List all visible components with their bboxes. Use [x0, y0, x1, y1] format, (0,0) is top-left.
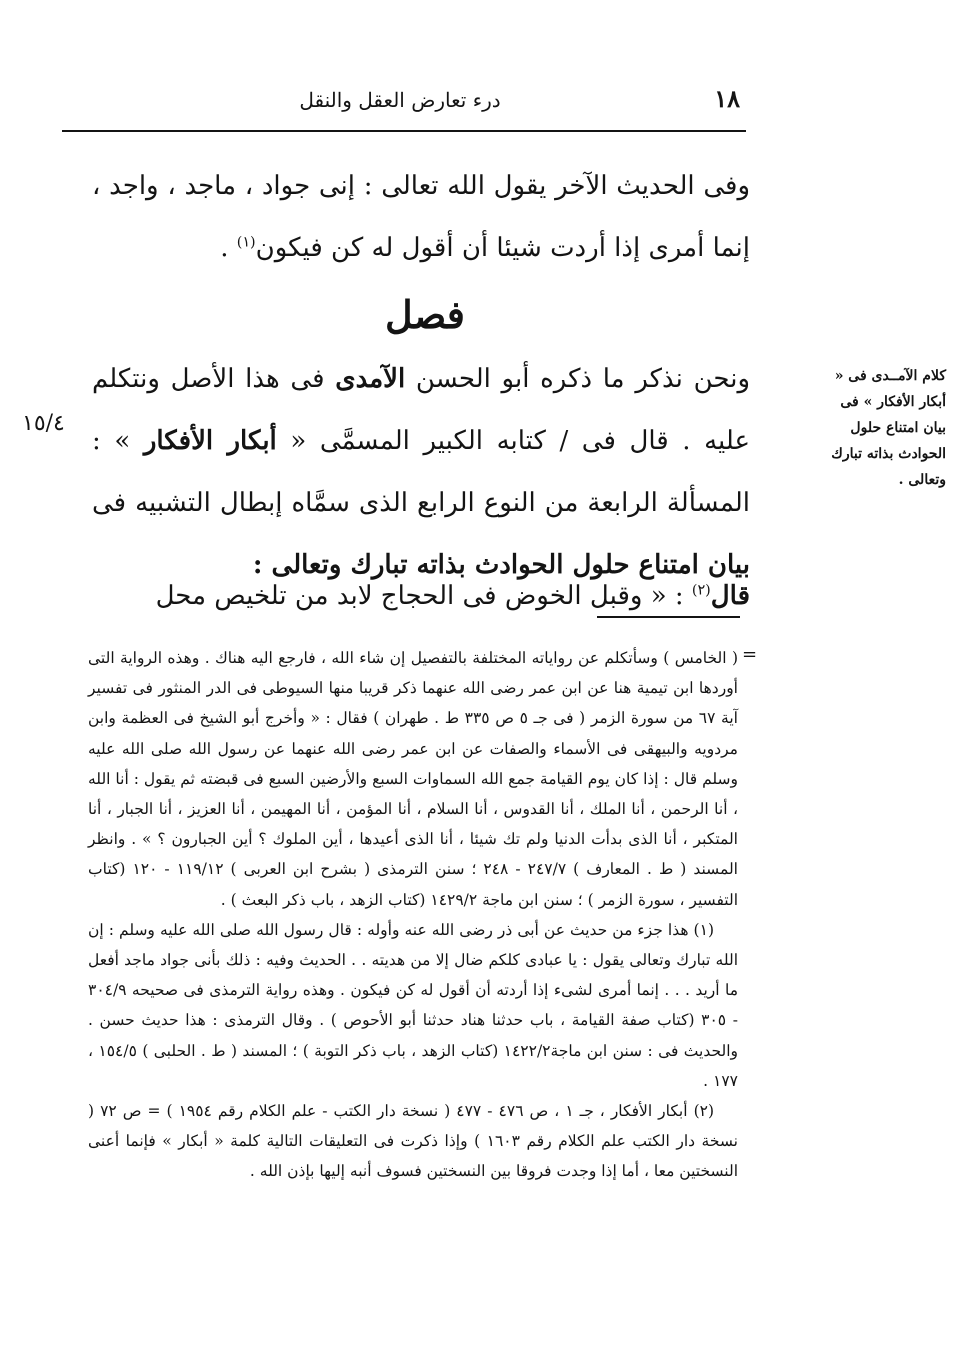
running-header-title: درء تعارض العقل والنقل	[299, 88, 501, 112]
footnotes-block	[88, 643, 738, 1187]
footnote-separator-rule	[597, 616, 740, 618]
margin-page-reference: ١٥/٤	[22, 411, 65, 436]
paragraph-text: » : المسألة الرابعة من النوع الرابع الذى سمَّاه إبطال التشبيه فى	[92, 426, 750, 518]
header-rule	[62, 130, 746, 132]
page-number: ١٨	[714, 84, 740, 113]
footnote-ref-1: (١)	[236, 234, 256, 251]
book-title: أبكار الأفكار	[143, 426, 277, 456]
section-heading: فصل	[385, 292, 465, 337]
issue-title: بيان امتناع حلول الحوادث بذاته تبارك وتعالى :	[252, 550, 750, 580]
footnote-continuation-mark: =	[742, 644, 758, 665]
paragraph-text: ونحن نذكر ما ذكره أبو الحسن	[405, 364, 750, 394]
body-paragraph-2	[92, 348, 750, 599]
paragraph-text: فى هذا الأصل ونتكلم عليه . قال فى / كتابه الكبير المسمَّى «	[92, 364, 750, 456]
paragraph-end: .	[220, 233, 237, 263]
footnote-1: (١) هذا جزء من حديث عن أبى ذر رضى الله عنه وأوله : قال رسول الله صلى الله عليه وسلم : إن الله تبارك وتعالى يقول : يا عبادى كلكم ضال إلا من هديته . . الحديث وفيه : ذلك بأنى جواد ماجد أفعل ما أريد . . . إنما أمرى لشىء إذا أردته أن أقول له كن فيكون . وهذه رواية الترمذى فى صحيحه ٣٠٤/٩ - ٣٠٥ (كتاب صفة القيامة ، باب حدثنا هناد حدثنا أبو الأحوص ) . وقال الترمذى : هذا حديث حسن . والحديث فى : سنن ابن ماجة١٤٢٢/٢ (كتاب الزهد ، باب ذكر التوبة ) ؛ المسند ( ط . الحلبى ) ١٥٤/٥ ، ١٧٧ .	[88, 920, 738, 1090]
author-name: الآمدى	[335, 364, 406, 394]
body-paragraph-1	[92, 155, 750, 279]
footnote-ref-2: (٢)	[691, 582, 711, 599]
footnote-continued: ( الخامس ) وسأتكلم عن رواياته المختلفة بالتفصيل إن شاء الله ، فارجع اليه هناك . وهذه الرواية التى أوردها ابن تيمية هنا عن ابن عمر رضى الله عنهما ذكر قريبا منها السيوطى فى الدر المنثور فى تفسير آية ٦٧ من سورة الزمر ( فى جـ ٥ ص ٣٣٥ ط . طهران ) فقال : « وأخرج أبو الشيخ فى العظمة وابن مردويه والبيهقى فى الأسماء والصفات عن ابن عمر رضى الله عنهما عن رسول الله صلى الله عليه وسلم قال : إذا كان يوم القيامة جمع الله السماوات السبع والأرضين السبع فى قبضته ثم يقول : أنا الله ، أنا الرحمن ، أنا الملك ، أنا القدوس ، أنا السلام ، أنا المؤمن ، أنا المهيمن ، أنا العزيز ، أنا الجبار ، أنا المتكبر ، أنا الذى بدأت الدنيا ولم تك شيئا ، أنا الذى أعيدها ، أين الملوك ؟ أين الجبارون ؟ » . وانظر المسند ( ط . المعارف ) ٢٤٧/٧ - ٢٤٨ ؛ سنن الترمذى ( بشرح ابن العربى ) ١١٩/١٢ - ١٢٠ (كتاب التفسير ، سورة الزمر ) ؛ سنن ابن ماجة ١٤٢٩/٢ (كتاب الزهد ، باب ذكر البعث ) .	[88, 649, 738, 909]
margin-side-note: كلام الآمــدى فى « أبكار الأفكار » فى بيان امتناع حلول الحوادث بذاته تبارك وتعالى .	[831, 368, 946, 488]
quote-intro: قال	[710, 581, 750, 611]
paragraph-text: وفى الحديث الآخر يقول الله تعالى : إنى جواد ، ماجد ، واجد ، إنما أمرى إذا أردت شيئا أن أقول له كن فيكون	[92, 171, 750, 263]
quote-text: : « وقبل الخوض فى الحجاج لابد من تلخيص محل	[155, 581, 692, 611]
footnote-2: (٢) أبكار الأفكار ، جـ ١ ، ص ٤٧٦ - ٤٧٧ ( نسخة دار الكتب - علم الكلام رقم ١٩٥٤ ) = ص ٧٢ ( نسخة دار الكتب علم الكلام رقم ١٦٠٣ ) وإذا ذكرت فى التعليقات التالية كلمة « أبكار » فإنما أعنى النسختين معا ، أما إذا وجدت فروقا بين النسختين فسوف أنبه إليها بإذن الله .	[88, 1102, 738, 1181]
